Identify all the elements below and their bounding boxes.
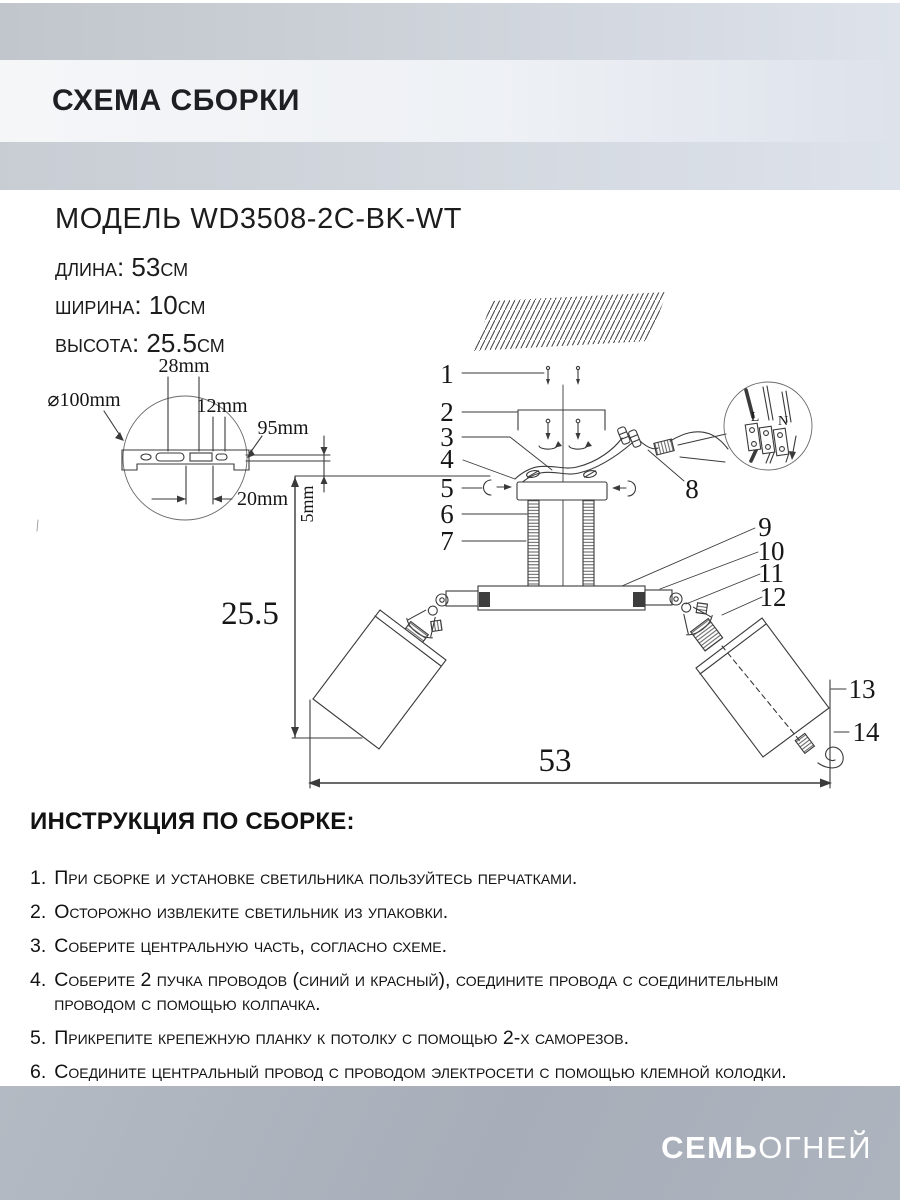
instruction-number: 5. — [30, 1027, 47, 1049]
callout-3: 3 — [440, 422, 454, 452]
callout-2: 2 — [440, 397, 454, 427]
callout-13: 13 — [848, 674, 876, 704]
right-lamp-holder — [671, 593, 729, 654]
instruction-text: При сборке и установке светильника пользуйтесь перчатками. — [54, 867, 578, 889]
instruction-item-5 — [30, 1026, 878, 1050]
dim-28mm: 28mm — [158, 355, 210, 377]
finial — [795, 733, 843, 768]
instructions-title: ИНСТРУКЦИЯ ПО СБОРКЕ: — [30, 808, 355, 835]
dim-100mm: ⌀100mm — [47, 389, 121, 411]
instruction-text — [54, 968, 878, 1016]
left-spring-clip — [484, 480, 492, 495]
instruction-text-line1: Соберите 2 пучка проводов (синий и красный), соедините провода с соединительным — [54, 969, 779, 991]
header-title-band — [0, 60, 900, 142]
footer-band — [0, 1086, 900, 1200]
instruction-text: Осторожно извлеките светильник из упаковки. — [54, 901, 449, 923]
assembly-instructions — [30, 808, 878, 1094]
instruction-number: 1. — [30, 867, 47, 889]
instruction-number: 3. — [30, 935, 47, 957]
left-lampshade — [313, 610, 446, 749]
dim-length-53: 53 — [538, 743, 572, 779]
callout-14: 14 — [852, 717, 880, 747]
instruction-text: Прикрепите крепежную планку к потолку с помощью 2-х саморезов. — [54, 1027, 629, 1049]
brand-logo-regular: ОГНЕЙ — [758, 1130, 872, 1165]
callout-7: 7 — [440, 526, 454, 556]
model-height: высота: 25.5см — [55, 328, 225, 358]
brand-logo-bold: СЕМЬ — [661, 1130, 759, 1165]
callout-11: 11 — [758, 558, 784, 588]
header-gradient-bar-bottom — [0, 142, 900, 190]
instruction-number: 6. — [30, 1061, 47, 1083]
callout-5: 5 — [440, 473, 454, 503]
ceiling-hatch — [474, 292, 667, 351]
dim-5mm: 5mm — [297, 485, 317, 523]
terminal-l-label: L — [750, 410, 760, 425]
mounting-bracket — [518, 410, 605, 430]
instruction-item-1 — [30, 866, 878, 890]
instruction-text-line2: проводом с помощью колпачка. — [54, 993, 321, 1015]
instruction-text: Соедините центральный провод с проводом электросети с помощью клемной колодки. — [54, 1061, 787, 1083]
model-name: МОДЕЛЬ WD3508-2C-BK-WT — [55, 203, 463, 235]
right-spring-clip — [628, 481, 636, 496]
bracket-screws — [539, 419, 592, 449]
terminal-n-label: N — [777, 414, 789, 429]
terminal-detail-circle — [724, 382, 812, 470]
wire-nuts — [617, 426, 674, 455]
callout-12: 12 — [759, 582, 787, 612]
callout-10: 10 — [757, 536, 785, 566]
instruction-number: 4. — [30, 969, 47, 991]
wire-direction-arrow — [789, 451, 796, 460]
model-length: длина: 53см — [55, 252, 189, 282]
callout-1: 1 — [440, 359, 454, 389]
central-bar — [478, 586, 645, 610]
page-title: СХЕМА СБОРКИ — [52, 84, 300, 117]
dim-height-25-5: 25.5 — [221, 596, 279, 632]
dim-12mm: 12mm — [196, 395, 248, 417]
dim-20mm: 20mm — [237, 488, 289, 510]
assembly-diagram — [0, 260, 900, 800]
instruction-item-2 — [30, 900, 878, 924]
brand-logo — [661, 1130, 872, 1166]
instruction-item-4 — [30, 968, 878, 1016]
dimension-lines — [104, 377, 832, 788]
dim-95mm: 95mm — [257, 417, 309, 439]
mounting-screws — [546, 366, 580, 385]
header-gradient-bar-top — [0, 3, 900, 60]
callout-4: 4 — [440, 444, 454, 474]
instruction-text: Соберите центральную часть, согласно схеме. — [54, 935, 448, 957]
callout-8: 8 — [685, 474, 699, 504]
mounting-plate-assembly — [484, 470, 636, 500]
instruction-item-3 — [30, 934, 878, 958]
model-width: ширина: 10см — [55, 290, 206, 320]
instruction-item-6 — [30, 1060, 878, 1084]
threaded-rods — [526, 500, 596, 597]
instruction-number: 2. — [30, 901, 47, 923]
callout-6: 6 — [440, 499, 454, 529]
callout-9: 9 — [758, 512, 772, 542]
